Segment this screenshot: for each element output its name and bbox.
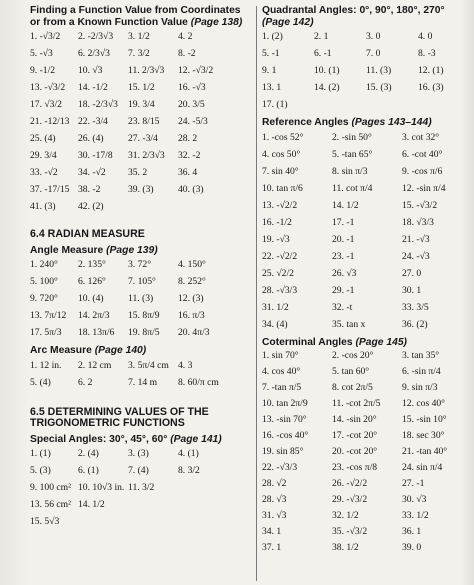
answer-cell: 32. -2 [178, 150, 201, 161]
answer-cell: 12. (3) [178, 293, 204, 304]
answer-cell: 42. (2) [78, 201, 104, 212]
answer-cell: 19. -√3 [262, 233, 290, 245]
answer-cell: 3. tan 35° [402, 350, 440, 361]
answer-cell: 4. 3 [178, 359, 193, 371]
angle-measure-title-text: Angle Measure [30, 244, 104, 256]
answer-cell: 2. -2/3√3 [78, 31, 114, 42]
answer-cell: 39. 0 [402, 542, 422, 553]
answer-cell: 21. -12/13 [30, 116, 70, 127]
answer-cell: 1. 240° [30, 259, 58, 270]
answer-cell: 27. -1 [402, 478, 425, 489]
quadrantal-page-ref: (Page 142) [262, 16, 314, 28]
answer-cell [178, 496, 228, 513]
angle-measure-grid [30, 256, 252, 341]
answer-cell: 11. (3) [366, 65, 392, 76]
answer-cell: 7. sin 40° [262, 165, 299, 177]
answer-cell: 22. -√2/2 [262, 250, 298, 262]
answer-cell: 12. -√3/2 [178, 65, 214, 76]
angle-measure-title [30, 245, 252, 257]
answer-cell: 21. -√3 [402, 233, 430, 245]
answer-cell: 13. -sin 70° [262, 414, 307, 425]
answer-cell: 36. 4 [178, 167, 198, 178]
answer-cell: 3. 0 [366, 31, 381, 42]
answer-cell: 34. (4) [262, 318, 288, 330]
answer-cell: 14. 1/2 [332, 199, 359, 211]
answer-cell: 16. -cos 40° [262, 430, 309, 441]
answer-cell: 1. -cos 52° [262, 131, 304, 143]
quadrantal-grid [262, 28, 470, 113]
answer-cell: 7. 105° [128, 276, 156, 287]
answer-cell: 2. 135° [78, 259, 106, 270]
answer-cell: 5. -1 [262, 48, 280, 59]
answer-cell: 20. 3/5 [178, 99, 205, 110]
answer-cell [128, 198, 178, 215]
answer-cell: 22. -√3/3 [262, 462, 298, 473]
answer-cell: 2. -sin 50° [332, 131, 372, 143]
answer-cell: 5. 100° [30, 276, 58, 287]
coterminal-angles-title-text: Coterminal Angles [262, 336, 353, 348]
answer-cell: 7. 0 [366, 48, 381, 59]
answer-cell: 8. 60/π cm [178, 376, 219, 388]
answer-cell: 18. √3/3 [402, 216, 434, 228]
answer-cell: 33. 3/5 [402, 301, 429, 313]
answer-cell [78, 513, 128, 530]
answer-cell [128, 496, 178, 513]
answer-cell: 21. -tan 40° [402, 446, 448, 457]
answer-cell: 17. -1 [332, 216, 355, 228]
answer-cell: 4. cos 40° [262, 366, 301, 377]
radian-section-title: 6.4 RADIAN MEASURE [30, 228, 145, 240]
answer-cell: 9. -cos π/6 [402, 165, 443, 177]
arc-measure-title-text: Arc Measure [30, 345, 92, 356]
answer-cell: 13. 56 cm² [30, 499, 71, 510]
answer-cell: 28. √3 [262, 494, 287, 505]
answer-cell: 2. (4) [78, 448, 99, 459]
answer-cell: 26. -√2/2 [332, 478, 368, 489]
answer-cell [418, 96, 468, 113]
function-values-page-ref: (Page 138) [190, 16, 243, 28]
answer-cell: 10. √3 [78, 65, 103, 76]
answer-cell: 29. -1 [332, 284, 355, 296]
answer-cell: 28. 2 [178, 133, 198, 144]
answer-cell: 8. 3/2 [178, 465, 200, 476]
function-values-title-text: Finding a Function Value from Coordinates or from a Known Function Value [30, 5, 241, 28]
answer-cell: 12. cos 40° [402, 398, 446, 409]
answer-cell: 15. (3) [366, 82, 392, 93]
answer-cell: 18. 13π/6 [78, 327, 115, 338]
special-angles-page-ref: (Page 141) [170, 433, 222, 445]
answer-cell: 8. -2 [178, 48, 196, 59]
reference-angles-title [262, 117, 470, 129]
trig-section-title: 6.5 DETERMINING VALUES OF THE TRIGONOMETRIC FUNCTIONS [30, 405, 209, 429]
answer-cell: 1. 12 in. [30, 359, 62, 371]
answer-cell: 7. 3/2 [128, 48, 150, 59]
answer-cell: 8. 252° [178, 276, 206, 287]
answer-cell: 15. -√3/2 [402, 199, 438, 211]
answer-cell: 28. √2 [262, 478, 287, 489]
answer-cell: 20. -1 [332, 233, 355, 245]
answer-cell: 12. -sin π/4 [402, 182, 446, 194]
answer-cell: 38. -2 [78, 184, 101, 195]
answer-cell: 6. 2/3√3 [78, 48, 110, 59]
answer-cell: 17. √3/2 [30, 99, 62, 110]
special-angles-title-text: Special Angles: 30°, 45°, 60° [30, 433, 168, 445]
answer-cell: 6. 126° [78, 276, 106, 287]
answer-cell: 8. sin π/3 [332, 165, 368, 177]
answer-cell: 14. -sin 20° [332, 414, 377, 425]
answer-cell: 6. 2 [78, 376, 93, 388]
answer-cell: 17. -cot 20° [332, 430, 378, 441]
answer-cell: 27. 0 [402, 267, 422, 279]
answer-cell: 3. (3) [128, 448, 149, 459]
arc-measure-page-ref: (Page 140) [94, 345, 147, 356]
answer-cell: 23. 8/15 [128, 116, 160, 127]
answer-cell: 10. (1) [314, 65, 340, 76]
answer-cell: 16. (3) [418, 82, 444, 93]
answer-cell: 36. 1 [402, 526, 422, 537]
answer-cell: 11. -cot 2π/5 [332, 398, 381, 409]
answer-cell: 23. -1 [332, 250, 355, 262]
arc-measure-title [30, 345, 252, 357]
answer-cell: 38. 1/2 [332, 542, 359, 553]
answer-cell: 2. -cos 20° [332, 350, 374, 361]
answer-cell: 7. 14 m [128, 376, 158, 388]
answer-cell: 4. 0 [418, 31, 433, 42]
answer-cell: 36. (2) [402, 318, 428, 330]
reference-angles-title-text: Reference Angles [262, 117, 349, 128]
reference-angles-grid [262, 129, 470, 333]
angle-measure-page-ref: (Page 139) [106, 244, 158, 256]
answer-cell: 25. (4) [30, 133, 56, 144]
answer-cell: 20. 4π/3 [178, 327, 210, 338]
answer-cell: 3. 1/2 [128, 31, 150, 42]
answer-cell: 27. -3/4 [128, 133, 158, 144]
answer-cell: 9. sin π/3 [402, 382, 438, 393]
answer-cell: 37. 1 [262, 542, 282, 553]
answer-cell: 1. -√3/2 [30, 31, 61, 42]
answer-cell: 6. -cot 40° [402, 148, 443, 160]
answer-cell: 8. -3 [418, 48, 436, 59]
right-column [262, 5, 470, 556]
answer-cell [178, 198, 228, 215]
answer-cell: 7. -tan π/5 [262, 382, 302, 393]
answer-cell: 1. (2) [262, 31, 283, 42]
answer-cell: 5. -tan 65° [332, 148, 373, 160]
answer-cell: 16. -√3 [178, 82, 206, 93]
answer-cell: 28. -√3/3 [262, 284, 298, 296]
answer-cell: 19. 8π/5 [128, 327, 160, 338]
answer-cell: 20. -cot 20° [332, 446, 378, 457]
answer-cell: 10. 10√3 in. [78, 482, 125, 493]
answer-cell: 14. -1/2 [78, 82, 108, 93]
answer-cell: 23. -cos π/8 [332, 462, 378, 473]
answer-cell: 11. 3/2 [128, 482, 155, 493]
column-divider [256, 6, 257, 581]
answer-cell: 9. 100 cm² [30, 482, 71, 493]
answer-cell: 33. -√2 [30, 167, 58, 178]
answer-cell: 10. tan π/6 [262, 182, 303, 194]
coterminal-angles-page-ref: (Page 145) [355, 336, 407, 348]
answer-cell: 40. (3) [178, 184, 204, 195]
answer-cell: 29. 3/4 [30, 150, 57, 161]
answer-cell: 35. -√3/2 [332, 526, 368, 537]
answer-cell: 4. 2 [178, 31, 193, 42]
answer-cell: 15. 1/2 [128, 82, 155, 93]
answer-cell: 30. 1 [402, 284, 422, 296]
answer-cell: 11. cot π/4 [332, 182, 373, 194]
answer-cell: 9. 1 [262, 65, 277, 76]
answer-cell: 13. -√3/2 [30, 82, 66, 93]
answer-cell: 31. 1/2 [262, 301, 289, 313]
answer-cell: 11. (3) [128, 293, 154, 304]
answer-cell: 35. tan x [332, 318, 366, 330]
quadrantal-title-text: Quadrantal Angles: 0°, 90°, 180°, 270° [262, 5, 445, 16]
answer-cell: 2. 1 [314, 31, 329, 42]
answer-cell: 4. cos 50° [262, 148, 301, 160]
answer-cell: 10. (4) [78, 293, 104, 304]
arc-measure-grid [30, 357, 252, 391]
answer-cell: 26. (4) [78, 133, 104, 144]
function-values-title [30, 5, 252, 28]
answer-cell: 15. -sin 10° [402, 414, 447, 425]
answer-cell: 19. sin 85° [262, 446, 304, 457]
answer-cell: 24. -√3 [402, 250, 430, 262]
answer-cell: 14. 2π/3 [78, 310, 110, 321]
answer-cell: 24. sin π/4 [402, 462, 443, 473]
answer-cell: 33. 1/2 [402, 510, 429, 521]
answer-cell: 2. 12 cm [78, 359, 112, 371]
answer-cell: 3. cot 32° [402, 131, 440, 143]
answer-cell: 10. tan 2π/9 [262, 398, 308, 409]
answer-cell: 41. (3) [30, 201, 56, 212]
answer-cell: 15. 8π/9 [128, 310, 160, 321]
answer-cell: 17. (1) [262, 99, 288, 110]
answer-cell: 4. 150° [178, 259, 206, 270]
answer-cell: 16. π/3 [178, 310, 205, 321]
answer-cell: 26. √3 [332, 267, 357, 279]
answer-cell: 32. -t [332, 301, 353, 313]
answer-cell [366, 96, 418, 113]
answer-cell: 24. -5/3 [178, 116, 208, 127]
answer-cell: 9. -1/2 [30, 65, 56, 76]
answer-cell: 13. -√2/2 [262, 199, 298, 211]
answer-cell: 34. 1 [262, 526, 282, 537]
answer-cell [314, 96, 366, 113]
answer-cell [128, 513, 178, 530]
answer-cell: 15. 5√3 [30, 516, 60, 527]
answer-cell [178, 479, 228, 496]
answer-cell: 39. (3) [128, 184, 154, 195]
answer-cell: 5. (3) [30, 465, 51, 476]
answer-cell: 6. (1) [78, 465, 99, 476]
special-angles-title [30, 434, 252, 446]
answer-cell: 32. 1/2 [332, 510, 359, 521]
answer-cell: 6. -1 [314, 48, 332, 59]
answer-cell: 9. 720° [30, 293, 58, 304]
answer-cell: 11. 2/3√3 [128, 65, 165, 76]
answer-cell: 35. 2 [128, 167, 148, 178]
answer-cell: 6. -sin π/4 [402, 366, 441, 377]
coterminal-angles-title [262, 337, 470, 349]
answer-cell: 5. -√3 [30, 48, 53, 59]
answer-cell: 31. √3 [262, 510, 287, 521]
answer-cell: 4. (1) [178, 448, 199, 459]
answer-cell: 18. -2/3√3 [78, 99, 118, 110]
answer-cell: 5. tan 60° [332, 366, 370, 377]
answer-cell: 30. √3 [402, 494, 427, 505]
answer-cell: 3. 72° [128, 259, 152, 270]
reference-angles-page-ref: (Pages 143–144) [351, 117, 432, 128]
special-angles-grid [30, 445, 252, 530]
answer-cell: 16. -1/2 [262, 216, 292, 228]
answer-cell: 3. 5π/4 cm [128, 359, 169, 371]
answer-cell: 5. (4) [30, 376, 51, 388]
answer-cell: 29. -√3/2 [332, 494, 368, 505]
answer-cell: 1. (1) [30, 448, 51, 459]
answer-cell: 34. -√2 [78, 167, 106, 178]
answer-cell: 14. (2) [314, 82, 340, 93]
answer-cell: 1. sin 70° [262, 350, 299, 361]
answer-cell: 14. 1/2 [78, 499, 105, 510]
answer-cell: 17. 5π/3 [30, 327, 62, 338]
answer-cell [178, 513, 228, 530]
answer-cell: 30. -17/8 [78, 150, 113, 161]
answer-cell: 22. -3/4 [78, 116, 108, 127]
quadrantal-title [262, 5, 470, 28]
left-column [30, 5, 252, 530]
coterminal-angles-grid [262, 348, 470, 556]
answer-cell: 31. 2/3√3 [128, 150, 165, 161]
answer-cell: 19. 3/4 [128, 99, 155, 110]
answer-cell: 25. √2/2 [262, 267, 294, 279]
answer-cell: 13. 1 [262, 82, 282, 93]
function-values-grid [30, 28, 252, 215]
answer-cell: 13. 7π/12 [30, 310, 67, 321]
answer-cell: 7. (4) [128, 465, 149, 476]
answer-cell: 37. -17/15 [30, 184, 70, 195]
answer-cell: 12. (1) [418, 65, 444, 76]
answer-cell: 8. cot 2π/5 [332, 382, 373, 393]
answer-cell: 18. sec 30° [402, 430, 445, 441]
